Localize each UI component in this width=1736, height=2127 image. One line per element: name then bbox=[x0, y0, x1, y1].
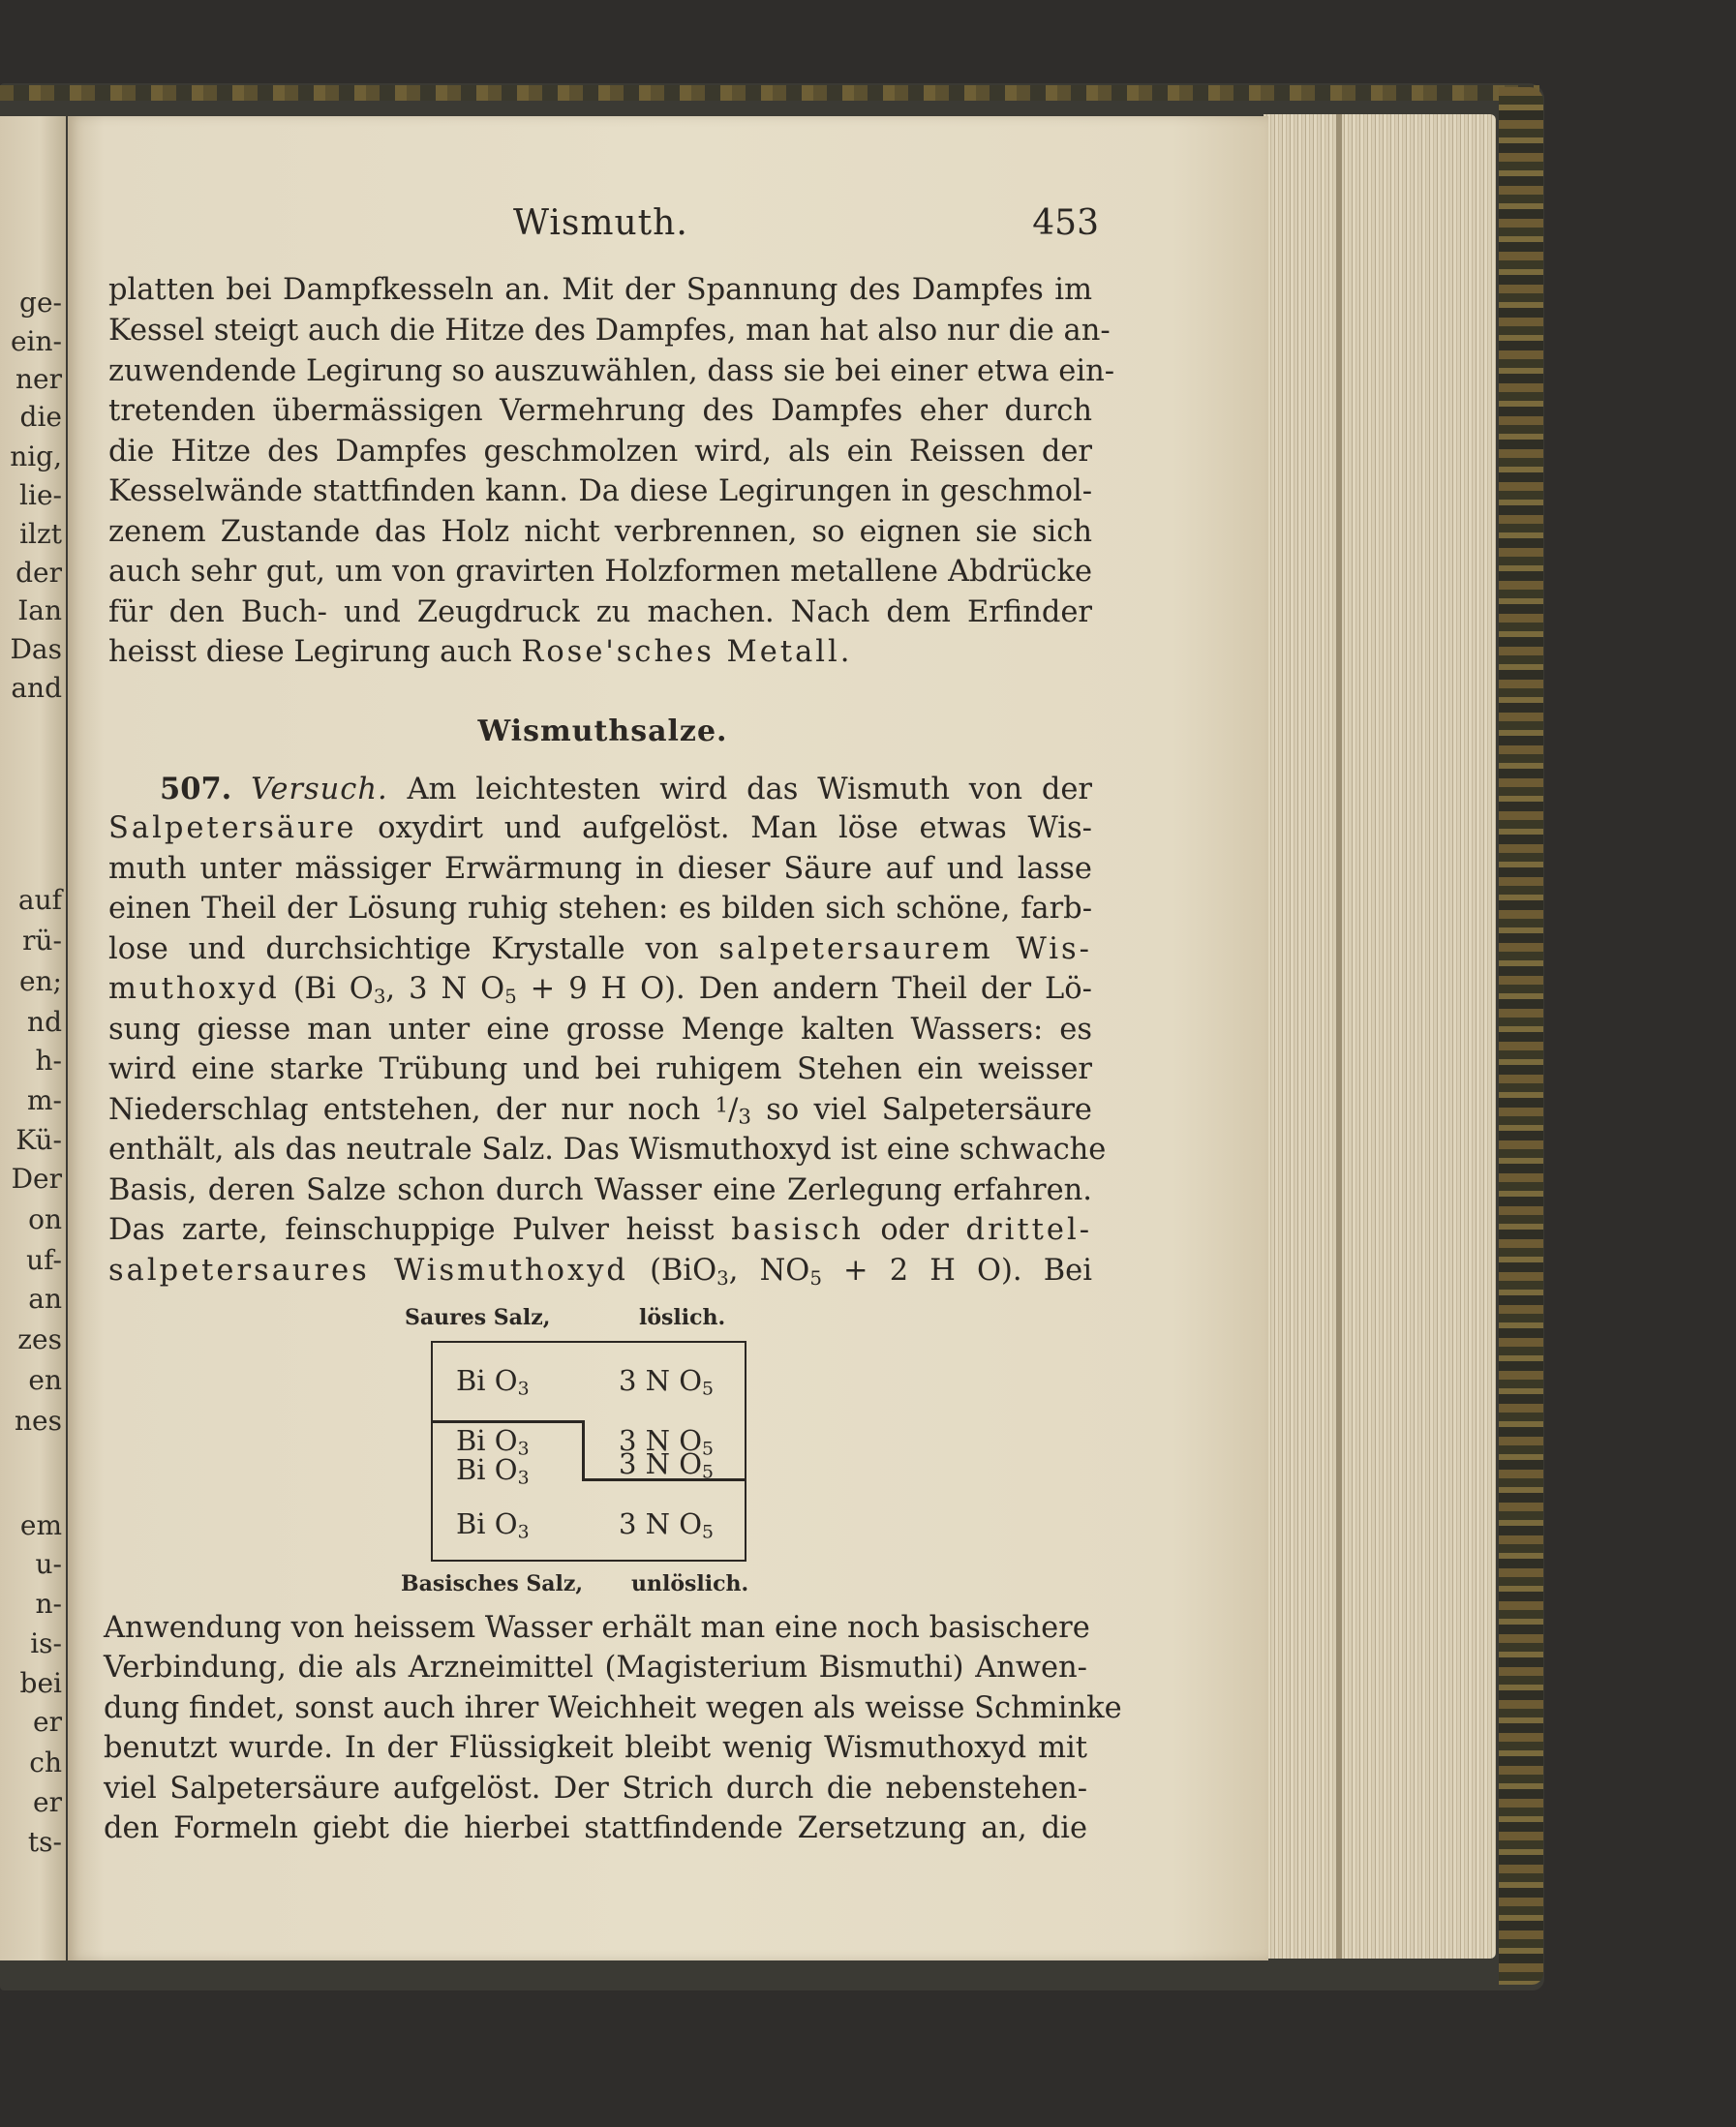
facing-page-fragment: der bbox=[15, 557, 62, 589]
facing-page-fragment: Das bbox=[10, 633, 62, 665]
text-span: so viel Salpetersäure bbox=[766, 1093, 1092, 1127]
formula-part: Bi O bbox=[456, 1364, 518, 1397]
page-number: 453 bbox=[1032, 203, 1099, 243]
spaced-term: salpetersaurem Wis- bbox=[718, 932, 1092, 966]
formula-cell bbox=[456, 1453, 530, 1489]
spaced-term: muthoxyd bbox=[108, 972, 280, 1006]
formula-part: 3 N O bbox=[619, 1507, 703, 1540]
text-line: enthält, als das neutrale Salz. Das Wismuthoxyd ist eine schwache bbox=[108, 1133, 1107, 1167]
formula-part: , NO bbox=[728, 1254, 810, 1288]
subscript: 5 bbox=[702, 1462, 715, 1483]
facing-page-fragment: nd bbox=[27, 1006, 62, 1038]
facing-page-fragment: ch bbox=[29, 1747, 62, 1778]
caption-top-left: Saures Salz, bbox=[405, 1305, 551, 1330]
text-line bbox=[108, 1211, 1092, 1250]
subscript: 3 bbox=[517, 1522, 530, 1543]
experiment-label: Versuch. bbox=[251, 773, 388, 806]
facing-page-fragment: h- bbox=[35, 1045, 62, 1077]
text-span: lose und durchsichtige Krystalle von bbox=[108, 932, 699, 966]
separator-line bbox=[433, 1420, 584, 1423]
text-line: dung findet, sonst auch ihrer Weichheit wegen als weisse Schminke bbox=[104, 1691, 1122, 1725]
fraction-bar: / bbox=[728, 1093, 739, 1127]
formula-part: Bi O bbox=[456, 1507, 518, 1540]
subscript: 3 bbox=[517, 1468, 530, 1489]
text-line bbox=[108, 633, 1092, 672]
page-header bbox=[107, 203, 1099, 252]
spaced-term: Salpetersäure bbox=[108, 811, 357, 845]
formula-part: + 2 H O). bbox=[821, 1254, 1022, 1288]
facing-page-fragment: u- bbox=[35, 1548, 62, 1580]
formula-cell bbox=[619, 1447, 715, 1483]
formula-cell bbox=[456, 1364, 530, 1400]
text-line: Basis, deren Salze schon durch Wasser eine Zerlegung erfahren. bbox=[108, 1173, 1092, 1207]
facing-page-fragment: en bbox=[28, 1364, 62, 1396]
running-title: Wismuth. bbox=[513, 203, 688, 243]
subscript: 3 bbox=[517, 1439, 530, 1460]
book-cover-spine bbox=[1499, 87, 1543, 1985]
formula-cell bbox=[619, 1507, 715, 1543]
subscript: 5 bbox=[809, 1266, 822, 1290]
formula-box bbox=[431, 1341, 746, 1562]
text-span: Niederschlag entstehen, der nur noch bbox=[108, 1093, 701, 1127]
formula-cell bbox=[456, 1424, 530, 1460]
fraction-denominator: 3 bbox=[738, 1105, 751, 1130]
formula-part: + 9 H O). bbox=[516, 972, 685, 1006]
text-line bbox=[160, 770, 1092, 809]
text-line: für den Buch- und Zeugdruck zu machen. Nach dem Erfinder bbox=[108, 595, 1092, 629]
facing-page-fragment: ilzt bbox=[19, 518, 62, 550]
text-line: platten bei Dampfkesseln an. Mit der Spannung des Dampfes im bbox=[108, 273, 1092, 307]
section-heading: Wismuthsalze. bbox=[477, 714, 728, 748]
text-line: zuwendende Legirung so auszuwählen, dass sie bei einer etwa ein- bbox=[108, 354, 1115, 388]
facing-page-fragment: er bbox=[33, 1706, 62, 1738]
formula-part: Bi O bbox=[456, 1424, 518, 1457]
text-span: Das zarte, feinschuppige Pulver heisst bbox=[108, 1213, 715, 1247]
text-span: oder bbox=[880, 1213, 949, 1247]
text-line bbox=[108, 1252, 1092, 1291]
formula-part: (BiO bbox=[650, 1254, 717, 1288]
text-span: Den andern Theil der Lö- bbox=[698, 972, 1092, 1006]
facing-page-fragment: nes bbox=[15, 1405, 62, 1437]
subscript: 5 bbox=[702, 1379, 715, 1400]
text-span: . bbox=[839, 635, 850, 669]
caption-top-right: löslich. bbox=[639, 1305, 726, 1330]
facing-page-fragment: nig, bbox=[10, 441, 62, 472]
text-line: wird eine starke Trübung und bei ruhigem Stehen ein weisser bbox=[108, 1052, 1092, 1086]
formula-part: 3 N O bbox=[619, 1424, 703, 1457]
facing-page-fragment: ts- bbox=[27, 1826, 62, 1858]
facing-page-fragment: bei bbox=[19, 1667, 62, 1699]
facing-page-fragment: n- bbox=[35, 1588, 62, 1620]
facing-page-fragment: er bbox=[33, 1786, 62, 1818]
text-line: sung giesse man unter eine grosse Menge kalten Wassers: es bbox=[108, 1013, 1092, 1047]
text-line: auch sehr gut, um von gravirten Holzformen metallene Abdrücke bbox=[108, 555, 1092, 589]
text-span: oxydirt und aufgelöst. Man löse etwas Wis- bbox=[378, 811, 1092, 845]
formula-part: 3 N O bbox=[619, 1447, 703, 1480]
facing-page-fragment: on bbox=[28, 1203, 62, 1235]
book-cover-top-edge bbox=[0, 85, 1539, 101]
text-line: tretenden übermässigen Vermehrung des Dampfes eher durch bbox=[108, 394, 1092, 428]
text-span: heisst diese Legirung auch bbox=[108, 635, 522, 669]
text-line: Verbindung, die als Arzneimittel (Magisterium Bismuthi) Anwen- bbox=[104, 1651, 1087, 1685]
text-line bbox=[108, 1091, 1092, 1130]
text-line: viel Salpetersäure aufgelöst. Der Strich durch die nebenstehen- bbox=[104, 1772, 1087, 1806]
formula-part: Bi O bbox=[456, 1453, 518, 1486]
previous-page-strip bbox=[0, 116, 66, 1960]
facing-page-fragment: auf bbox=[17, 884, 62, 916]
text-line bbox=[108, 970, 1092, 1009]
facing-page-fragment: an bbox=[28, 1283, 62, 1315]
formula-cell bbox=[456, 1507, 530, 1543]
text-line: zenem Zustande das Holz nicht verbrennen, so eignen sie sich bbox=[108, 515, 1092, 549]
facing-page-fragment: m- bbox=[26, 1084, 62, 1116]
facing-page-fragment: uf- bbox=[26, 1244, 62, 1276]
text-line: die Hitze des Dampfes geschmolzen wird, als ein Reissen der bbox=[108, 435, 1092, 469]
formula-part: (Bi O bbox=[292, 972, 374, 1006]
chemical-formula bbox=[293, 972, 685, 1006]
text-line: Anwendung von heissem Wasser erhält man eine noch basischere bbox=[104, 1611, 1090, 1645]
page-stack-shadow bbox=[1336, 114, 1342, 1959]
formula-part: , 3 N O bbox=[385, 972, 505, 1006]
facing-page-fragment: rü- bbox=[22, 925, 62, 957]
text-line bbox=[108, 809, 1092, 848]
text-line: Kesselwände stattfinden kann. Da diese Legirungen in geschmol- bbox=[108, 474, 1092, 508]
chemical-formula bbox=[650, 1254, 1022, 1288]
caption-bottom-left: Basisches Salz, bbox=[401, 1571, 584, 1596]
subscript: 3 bbox=[716, 1266, 729, 1290]
spaced-term: Rose'sches Metall bbox=[521, 635, 840, 669]
facing-page-fragment: and bbox=[11, 672, 62, 704]
subscript: 3 bbox=[373, 985, 386, 1008]
facing-page-fragment: lie- bbox=[19, 479, 62, 511]
subscript: 5 bbox=[702, 1439, 715, 1460]
text-line: den Formeln giebt die hierbei stattfindende Zersetzung an, die bbox=[104, 1811, 1087, 1845]
paragraph-number: 507. bbox=[160, 772, 232, 806]
subscript: 5 bbox=[702, 1522, 715, 1543]
facing-page-fragment: Der bbox=[11, 1163, 62, 1195]
spaced-term: basisch bbox=[731, 1213, 864, 1247]
text-span: Am leichtesten wird das Wismuth von der bbox=[407, 773, 1092, 806]
text-line bbox=[108, 930, 1092, 969]
fraction bbox=[715, 1093, 751, 1130]
facing-page-fragment: ge- bbox=[19, 287, 62, 319]
text-line: einen Theil der Lösung ruhig stehen: es bilden sich schöne, farb- bbox=[108, 892, 1092, 926]
separator-line bbox=[582, 1420, 585, 1480]
subscript: 5 bbox=[504, 985, 517, 1008]
facing-page-fragment: Kü- bbox=[15, 1124, 62, 1156]
text-line: benutzt wurde. In der Flüssigkeit bleibt wenig Wismuthoxyd mit bbox=[104, 1731, 1087, 1765]
formula-part: 3 N O bbox=[619, 1364, 703, 1397]
facing-page-fragment: zes bbox=[17, 1323, 62, 1355]
facing-page-fragment: ner bbox=[15, 363, 62, 395]
text-line: Kessel steigt auch die Hitze des Dampfes, man hat also nur die an- bbox=[108, 314, 1111, 348]
page-stack-edges bbox=[1264, 114, 1496, 1959]
spaced-term: drittel- bbox=[965, 1213, 1093, 1247]
facing-page-fragment: en; bbox=[18, 965, 62, 997]
facing-page-fragment: em bbox=[19, 1509, 62, 1541]
caption-bottom-right: unlöslich. bbox=[631, 1571, 749, 1596]
facing-page-fragment: die bbox=[19, 401, 62, 433]
facing-page-fragment: ein- bbox=[10, 325, 62, 357]
subscript: 3 bbox=[517, 1379, 530, 1400]
spaced-term: salpetersaures Wismuthoxyd bbox=[108, 1254, 628, 1288]
formula-cell bbox=[619, 1364, 715, 1400]
text-span: Bei bbox=[1043, 1254, 1092, 1288]
facing-page-fragment: is- bbox=[30, 1627, 62, 1659]
text-line: muth unter mässiger Erwärmung in dieser Säure auf und lasse bbox=[108, 852, 1092, 886]
fraction-numerator: 1 bbox=[715, 1093, 729, 1118]
facing-page-fragment: Ian bbox=[17, 594, 62, 626]
